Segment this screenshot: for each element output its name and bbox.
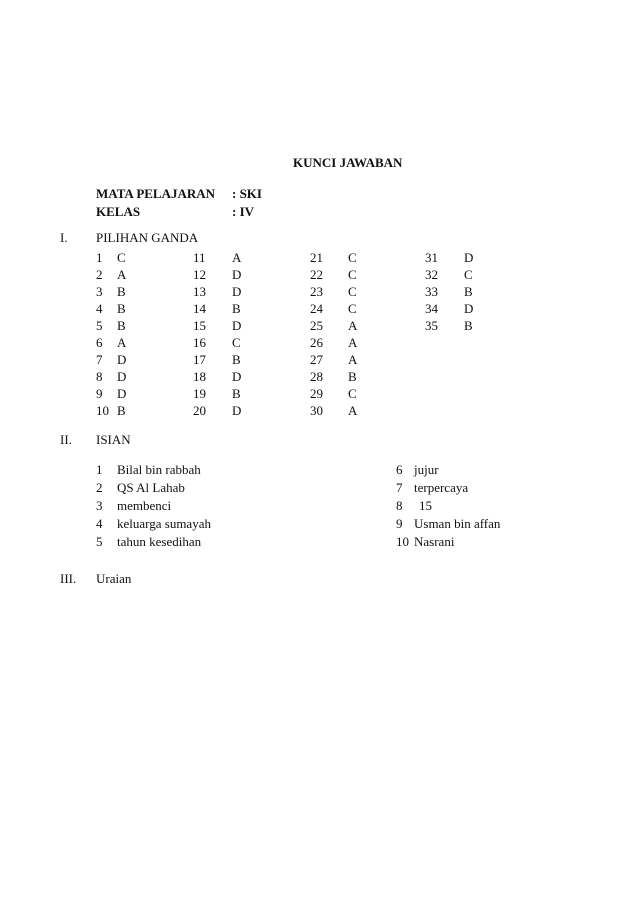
fill-in-answer: Nasrani [414,534,455,549]
fill-in-answer: jujur [414,462,439,477]
section-number-fill-in: II. [60,432,72,447]
mc-answer: C [117,250,126,265]
mc-answer: B [232,352,241,367]
mc-answer: A [348,352,358,367]
mc-question-number: 3 [96,284,103,299]
mc-answer: C [232,335,241,350]
mc-answer: D [232,284,242,299]
fill-in-answer: membenci [117,498,172,513]
mc-answer: B [117,301,126,316]
mc-answer: C [348,301,357,316]
mc-question-number: 33 [425,284,438,299]
mc-question-number: 9 [96,386,103,401]
mc-answer: C [348,267,357,282]
mc-question-number: 28 [310,369,323,384]
fill-in-question-number: 7 [396,480,403,495]
mc-answer: A [232,250,242,265]
mc-answer: D [464,250,474,265]
fill-in-answer: 15 [419,498,432,513]
mc-answer: A [117,335,127,350]
section-number-multiple-choice: I. [60,230,68,245]
fill-in-question-number: 2 [96,480,103,495]
fill-in-question-number: 8 [396,498,403,513]
mc-question-number: 31 [425,250,438,265]
fill-in-question-number: 3 [96,498,103,513]
mc-question-number: 6 [96,335,103,350]
fill-in-answer: Usman bin affan [414,516,501,531]
section-title-fill-in: ISIAN [96,432,131,447]
mc-answer: B [117,318,126,333]
fill-in-question-number: 6 [396,462,403,477]
mc-answer: B [464,318,473,333]
mc-answer: A [348,403,358,418]
mc-question-number: 7 [96,352,103,367]
mc-question-number: 32 [425,267,438,282]
mc-question-number: 34 [425,301,438,316]
mc-answer: C [464,267,473,282]
mc-question-number: 17 [193,352,206,367]
class-label: KELAS [96,204,141,219]
mc-answer: A [117,267,127,282]
mc-answer: C [348,386,357,401]
mc-question-number: 15 [193,318,206,333]
fill-in-answer: tahun kesedihan [117,534,202,549]
mc-answer: D [464,301,474,316]
mc-answer: D [232,369,242,384]
mc-answer: B [464,284,473,299]
mc-question-number: 2 [96,267,103,282]
fill-in-question-number: 9 [396,516,403,531]
section-title-multiple-choice: PILIHAN GANDA [96,230,199,245]
mc-question-number: 16 [193,335,206,350]
fill-in-answer: terpercaya [414,480,469,495]
mc-question-number: 13 [193,284,206,299]
mc-answer: D [117,369,127,384]
mc-question-number: 14 [193,301,206,316]
section-title-essay: Uraian [96,571,132,586]
mc-question-number: 30 [310,403,323,418]
mc-answer: D [117,352,127,367]
fill-in-answer: Bilal bin rabbah [117,462,201,477]
fill-in-question-number: 1 [96,462,103,477]
fill-in-question-number: 5 [96,534,103,549]
mc-question-number: 8 [96,369,103,384]
fill-in-answer: keluarga sumayah [117,516,211,531]
subject-value: : SKI [232,186,262,201]
mc-answer: B [348,369,357,384]
mc-question-number: 21 [310,250,323,265]
mc-question-number: 11 [193,250,206,265]
mc-answer: B [232,301,241,316]
mc-answer: C [348,284,357,299]
fill-in-question-number: 4 [96,516,103,531]
mc-answer: B [232,386,241,401]
mc-question-number: 24 [310,301,323,316]
mc-question-number: 25 [310,318,323,333]
class-value: : IV [232,204,255,219]
mc-question-number: 10 [96,403,109,418]
mc-answer: A [348,318,358,333]
mc-question-number: 4 [96,301,103,316]
mc-question-number: 35 [425,318,438,333]
mc-answer: B [117,403,126,418]
mc-question-number: 27 [310,352,323,367]
mc-question-number: 1 [96,250,103,265]
mc-question-number: 22 [310,267,323,282]
mc-question-number: 23 [310,284,323,299]
mc-question-number: 29 [310,386,323,401]
mc-question-number: 5 [96,318,103,333]
fill-in-answer: QS Al Lahab [117,480,185,495]
mc-question-number: 19 [193,386,206,401]
mc-answer: B [117,284,126,299]
mc-question-number: 26 [310,335,323,350]
subject-label: MATA PELAJARAN [96,186,216,201]
mc-answer: D [232,267,242,282]
page-title: KUNCI JAWABAN [293,155,403,170]
section-number-essay: III. [60,571,77,586]
mc-answer: D [117,386,127,401]
fill-in-question-number: 10 [396,534,409,549]
mc-answer: D [232,318,242,333]
mc-answer: D [232,403,242,418]
mc-question-number: 20 [193,403,206,418]
mc-question-number: 18 [193,369,206,384]
mc-answer: C [348,250,357,265]
mc-question-number: 12 [193,267,206,282]
mc-answer: A [348,335,358,350]
